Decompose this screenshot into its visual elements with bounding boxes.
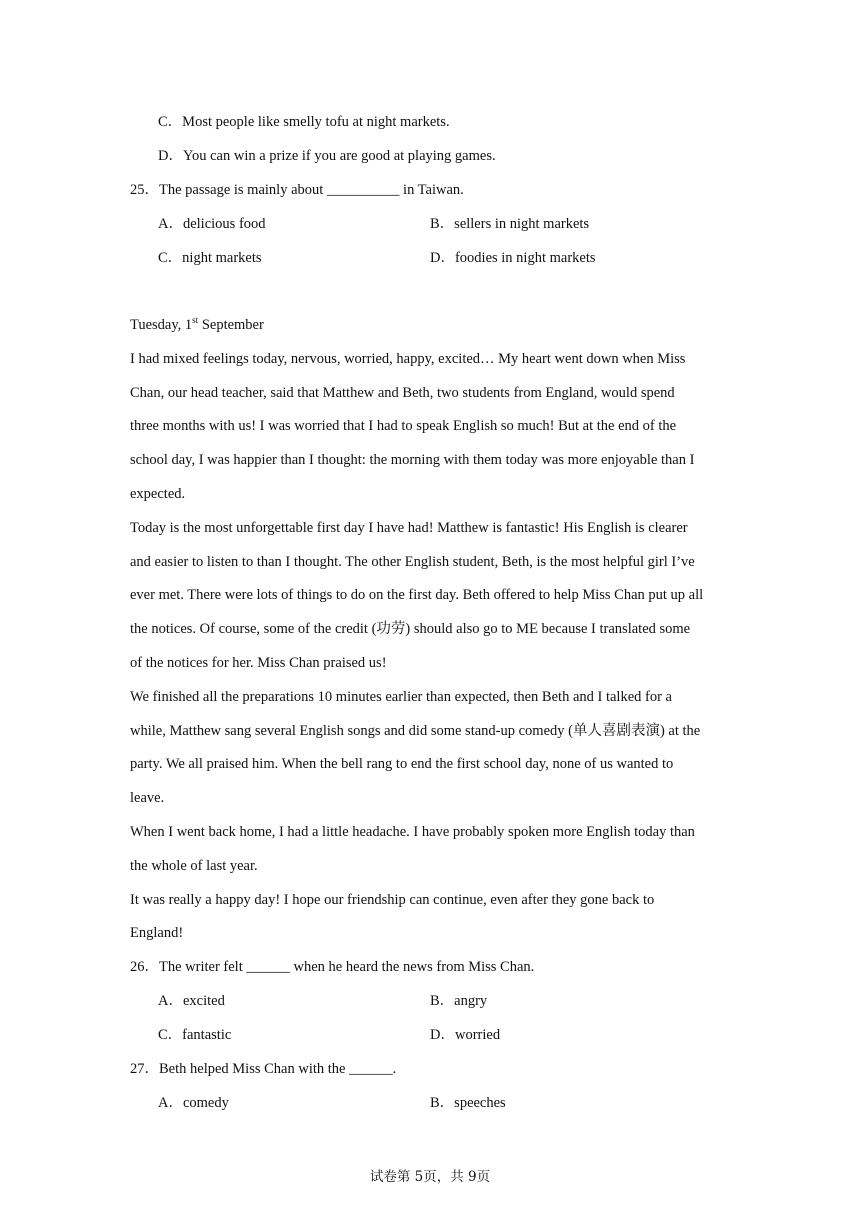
q25-stem: 25．The passage is mainly about __________ in Taiwan. (130, 182, 464, 198)
diary-date-prefix: Tuesday, 1 (130, 317, 193, 333)
q27-option-a: A．comedy (158, 1095, 229, 1111)
q27-option-b: B．speeches (430, 1095, 506, 1111)
q25-option-d: D．foodies in night markets (430, 250, 596, 266)
passage-line: When I went back home, I had a little headache. I have probably spoken more English today than (130, 824, 695, 840)
q25-option-b: B．sellers in night markets (430, 216, 590, 232)
passage-line: party. We all praised him. When the bell rang to end the first school day, none of us wanted to (130, 756, 674, 772)
passage-line: three months with us! I was worried that I had to speak English so much! But at the end of the (130, 418, 677, 434)
diary-date-suffix: September (198, 317, 264, 333)
passage-line: the notices. Of course, some of the credit (功劳) should also go to ME because I translated some (130, 621, 691, 637)
q27-stem: 27．Beth helped Miss Chan with the ______. (130, 1061, 397, 1077)
q26-option-a: A．excited (158, 993, 225, 1009)
passage-line: expected. (130, 486, 186, 502)
page-footer: 试卷第 5页，共 9页 (369, 1169, 491, 1185)
q26-option-b: B．angry (430, 993, 488, 1009)
passage-line: of the notices for her. Miss Chan praised us! (130, 655, 387, 671)
q25-option-a: A．delicious food (158, 216, 266, 232)
passage-line: leave. (130, 790, 165, 806)
passage-line: It was really a happy day! I hope our friendship can continue, even after they gone back to (130, 892, 655, 908)
passage-line: while, Matthew sang several English songs and did some stand-up comedy (单人喜剧表演) at the (130, 723, 701, 739)
passage-line: Chan, our head teacher, said that Matthew and Beth, two students from England, would spend (130, 385, 675, 401)
q24-option-c: C．Most people like smelly tofu at night markets. (158, 114, 450, 130)
q25-option-c: C．night markets (158, 250, 262, 266)
diary-date (130, 315, 264, 335)
passage-line: school day, I was happier than I thought: the morning with them today was more enjoyable than I (130, 452, 695, 468)
q26-stem: 26．The writer felt ______ when he heard the news from Miss Chan. (130, 959, 535, 975)
passage-line: Today is the most unforgettable first day I have had! Matthew is fantastic! His English is clearer (130, 520, 688, 536)
passage-line: and easier to listen to than I thought. The other English student, Beth, is the most helpful girl I’ve (130, 554, 695, 570)
q26-option-c: C．fantastic (158, 1027, 232, 1043)
passage-line: I had mixed feelings today, nervous, worried, happy, excited… My heart went down when Miss (130, 351, 686, 367)
passage-line: England! (130, 925, 184, 941)
passage-line: We finished all the preparations 10 minutes earlier than expected, then Beth and I talked for a (130, 689, 672, 705)
q24-option-d: D．You can win a prize if you are good at playing games. (158, 148, 496, 164)
q26-option-d: D．worried (430, 1027, 501, 1043)
diary-date-sup: st (192, 315, 199, 325)
passage-line: ever met. There were lots of things to do on the first day. Beth offered to help Miss Chan put up all (130, 587, 704, 603)
passage-line: the whole of last year. (130, 858, 258, 874)
